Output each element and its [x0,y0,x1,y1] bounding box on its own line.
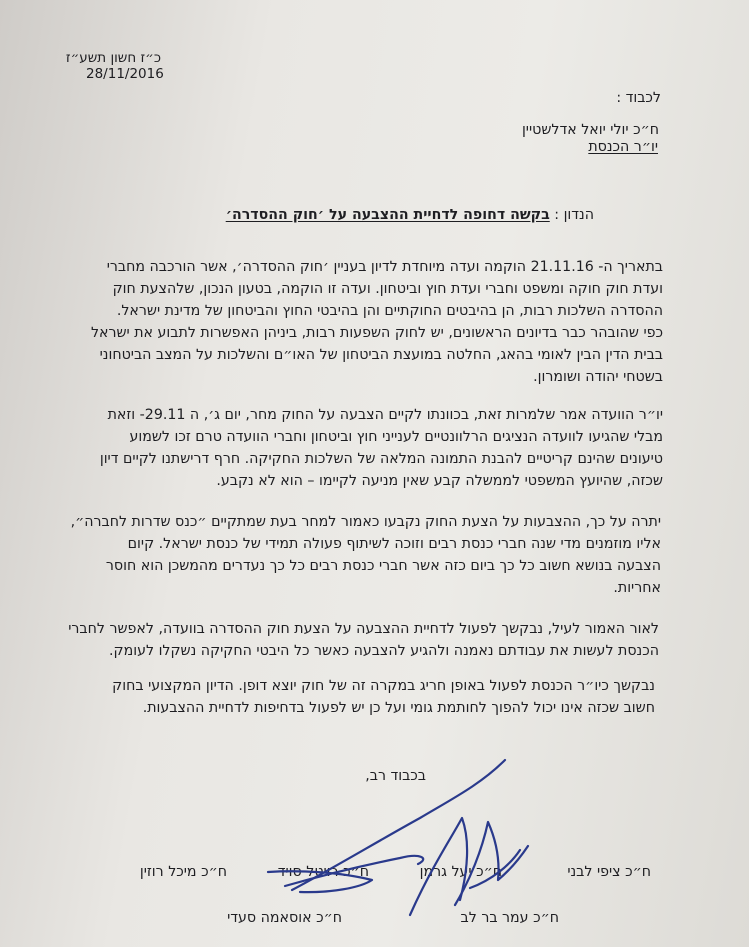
signatory-rozin: ח״כ מיכל רוזין [139,864,227,880]
paragraph-line: שכזה, שהיועץ המשפטי לממשלה קבע שאין מניעה לקיימו – הוא לא נקבע. [216,473,663,489]
hebrew-date: כ״ז חשון תשע״ז [65,50,161,66]
paragraph-line: חשוב שכזה אינו יכול להפוך לחותמת גומי ועל כן יש לפעול בדחיפות לדחיית ההצבעות. [142,700,655,716]
paragraph-line: הצבעה בנושא חשוב כל כך ביום כזה אשר חברי כנסת רבים כל כך נעדרים מהמשכן הוא חוסר [105,558,661,574]
paragraph-line: נבקשך כיו״ר הכנסת לפעול באופן חריג במקרה זה של חוק יוצא דופן. הדיון המקצועי בחוק [112,678,655,694]
signatory-swid: ח״כ רויטל סויד [277,864,369,880]
paragraph-line: אליו מוזמנים מדי שנה חברי כנסת רבים וזוכה לשיתוף פעולה תמידי של כנסת ישראל. קיום [127,536,661,552]
paragraph-line: כפי שהובהר כבר בדיונים הראשונים, יש לחוק השפעות רבות, ביניהן האפשרות לתבוע את ישראל [90,325,663,341]
paragraph-line: בבית הדין הבין לאומי בהאג, החלטה במועצת הביטחון של האו״ם והשלכות על המצב הביטחוני [99,347,663,363]
paragraph-line: יתרה על כך, ההצבעות על הצעת החוק נקבעו כאמור למחר בעת שמתקיים ״כנס שדרות לחברה״, [70,514,661,530]
addressee-name: ח״כ יולי יואל אדלשטיין [521,122,659,138]
subject-prefix: הנדון : [554,207,594,223]
signatory-german: ח״כ יעל גרמן [419,864,502,880]
signatory-livni: ח״כ ציפי לבני [567,864,651,880]
addressee-title: יו״ר הכנסת [588,139,658,155]
paragraph-line: ועדת חוק חוקה ומשפט וחברי ועדת חוץ וביטחון. ועדה זו הוקמה, בטעון הנכון, שלהצעת חוק [112,281,663,297]
paragraph-line: בשטחי יהודה ושומרון. [533,369,663,385]
subject-line [226,204,594,226]
subject-text: בקשה דחופה לדחיית ההצבעה על ׳חוק ההסדרה׳ [225,207,550,223]
paragraph-line: הכנסת לעשות את עבודתם נאמנה ולהגיע להצבעה כאשר כל היבטי החקיקה נשקלו לעומק. [109,643,659,659]
paragraph-line: יו״ר הוועדה אמר שלמרות זאת, בכוונתו לקיים הצבעה על החוק מחר, יום ג׳, ה 29.11- וזאת [107,407,663,423]
paragraph-1 [63,256,663,388]
paragraph-line: בתאריך ה- 21.11.16 הוקמה ועדה מיוחדת לדיון בעניין ׳חוק ההסדרה׳, אשר הורכבה מחברי [106,259,663,275]
signatory-barlev: ח״כ עמר בר לב [460,910,559,926]
closing: בכבוד רב, [365,768,426,784]
paragraph-5 [50,675,655,719]
paragraph-line: מבלי שהגיעו לוועדה הנציגים הרלוונטיים לענייני חוץ וביטחון וחברי הוועדה טרם זכו לשמוע [129,429,663,445]
gregorian-date: 28/11/2016 [86,66,164,82]
paragraph-line: לאור האמור לעיל, נבקשך לפעול לדחיית ההצבעה על הצעת חוק ההסדרה בוועדה, לאפשר לחברי [68,621,659,637]
paragraph-line: ההסדרה השלכות רבות, הן בהיבטים החוקתיים והן בהיבטי החוץ והביטחון של מדינת ישראל. [116,303,663,319]
to-label: לכבוד : [616,90,661,106]
paragraph-4 [55,618,659,662]
paragraph-line: טיעונים שהינם קריטיים להבנת התמונה המלאה של השלכות החקיקה. חרף דרישתנו לקיים דיון [99,451,663,467]
paragraph-line: אחריות. [613,580,661,596]
paragraph-3 [61,511,661,599]
paragraph-2 [63,404,663,492]
signatory-saadi: ח״כ אוסאמה סעדי [227,910,342,926]
